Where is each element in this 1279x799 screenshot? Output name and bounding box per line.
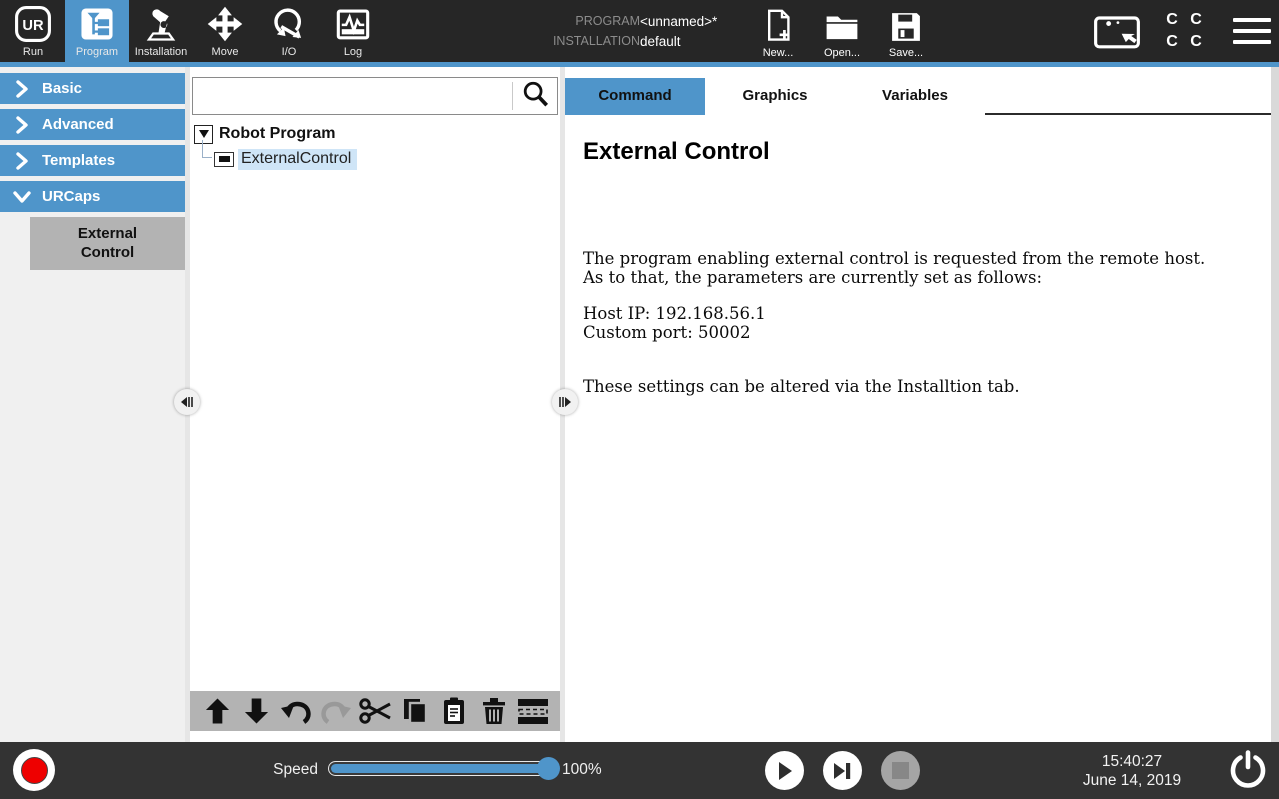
chevron-right-icon — [13, 152, 33, 170]
installation-label: INSTALLATION — [552, 34, 640, 48]
log-waveform-icon — [333, 4, 373, 44]
trash-icon — [481, 697, 507, 725]
robot-status-button[interactable] — [13, 749, 55, 791]
expand-right-panel-handle[interactable] — [552, 389, 578, 415]
redo-button[interactable] — [319, 695, 353, 727]
hamburger-menu-button[interactable] — [1233, 18, 1271, 44]
nav-label: Run — [22, 46, 44, 58]
nav-label: Log — [343, 46, 363, 58]
tab-graphics[interactable]: Graphics — [705, 78, 845, 115]
shutdown-button[interactable] — [1228, 750, 1268, 790]
arrow-up-icon — [204, 697, 231, 725]
program-node-icon — [214, 152, 234, 167]
undo-icon — [281, 697, 311, 725]
installation-name-value: default — [640, 33, 681, 49]
save-floppy-icon — [889, 6, 923, 44]
play-button[interactable] — [765, 751, 804, 790]
status-letter: C — [1190, 33, 1202, 50]
new-label: New... — [762, 47, 794, 59]
sidebar-section-label: Basic — [42, 80, 83, 97]
speed-slider[interactable] — [328, 761, 558, 776]
new-button[interactable] — [746, 6, 810, 59]
command-sidebar — [0, 67, 185, 742]
command-content-panel — [565, 67, 1271, 742]
sidebar-section-label: Advanced — [42, 116, 114, 133]
open-folder-icon — [824, 6, 860, 44]
status-letter: C — [1190, 11, 1202, 28]
status-letter: C — [1166, 11, 1178, 28]
suppress-icon — [516, 697, 550, 725]
speed-slider-thumb[interactable] — [537, 757, 560, 780]
description-line-2: As to that, the parameters are currently set as follows: — [583, 267, 1043, 287]
program-label: PROGRAM — [575, 14, 640, 28]
settings-note: These settings can be altered via the Installtion tab. — [583, 377, 1020, 396]
nav-tab-program[interactable] — [65, 0, 129, 62]
sidebar-section-advanced[interactable] — [0, 109, 185, 140]
nav-label: I/O — [281, 46, 297, 58]
step-forward-icon — [834, 763, 851, 779]
host-ip-value: Host IP: 192.168.56.1 — [583, 304, 766, 323]
ur-logo-icon — [13, 4, 53, 44]
header-right-cluster — [1091, 0, 1271, 62]
open-label: Open... — [823, 47, 861, 59]
file-info-labels — [470, 11, 640, 51]
power-icon — [1228, 750, 1268, 790]
play-icon — [777, 762, 793, 780]
clock — [1058, 752, 1206, 790]
tree-node-label: ExternalControl — [238, 149, 357, 170]
red-status-dot — [21, 757, 48, 784]
tree-node-external-control[interactable] — [202, 148, 357, 170]
time-value: 15:40:27 — [1101, 753, 1163, 770]
move-up-button[interactable] — [200, 695, 234, 727]
delete-button[interactable] — [477, 695, 511, 727]
program-edit-toolbar — [190, 691, 560, 731]
search-bar — [192, 77, 558, 115]
redo-icon — [321, 697, 351, 725]
top-header-bar — [0, 0, 1279, 62]
program-name-value: <unnamed>* — [640, 13, 718, 29]
paste-clipboard-icon — [440, 697, 468, 725]
status-letters — [1163, 9, 1205, 53]
right-edge-strip — [1271, 67, 1279, 742]
sidebar-item-external-control[interactable] — [30, 217, 185, 270]
save-button[interactable] — [874, 6, 938, 59]
program-tree-icon — [77, 4, 117, 44]
command-description — [583, 250, 1243, 397]
tree-connector-line — [202, 140, 212, 158]
chevron-down-icon — [13, 188, 33, 206]
stop-icon — [892, 762, 909, 779]
bottom-status-bar — [0, 742, 1279, 799]
undo-button[interactable] — [279, 695, 313, 727]
speed-slider-fill — [331, 764, 547, 773]
file-info-values — [640, 11, 717, 51]
suppress-button[interactable] — [516, 695, 550, 727]
program-tree — [190, 123, 357, 170]
sidebar-section-label: Templates — [42, 152, 116, 169]
nav-tab-installation[interactable] — [129, 0, 193, 62]
speed-value: 100% — [562, 761, 602, 778]
arrow-down-icon — [243, 697, 270, 725]
robot-arm-icon — [141, 4, 181, 44]
main-nav — [1, 0, 385, 62]
collapse-left-panel-handle[interactable] — [174, 389, 200, 415]
search-button[interactable] — [513, 78, 557, 114]
nav-label: Installation — [134, 46, 188, 58]
new-file-icon — [762, 6, 794, 44]
description-line-1: The program enabling external control is requested from the remote host. — [583, 249, 1206, 268]
search-input[interactable] — [193, 78, 512, 114]
nav-label: Move — [211, 46, 239, 58]
io-icon — [269, 4, 309, 44]
nav-tab-io[interactable] — [257, 0, 321, 62]
tab-variables[interactable]: Variables — [845, 78, 985, 115]
custom-port-value: Custom port: 50002 — [583, 322, 751, 342]
file-actions — [746, 6, 938, 59]
sidebar-section-basic[interactable] — [0, 73, 185, 104]
cut-button[interactable] — [358, 695, 392, 727]
step-button[interactable] — [823, 751, 862, 790]
content-tabs — [565, 78, 1271, 115]
chevron-right-icon — [13, 116, 33, 134]
svg-text:UR: UR — [22, 18, 44, 35]
external-control-label-line2: Control — [80, 244, 135, 261]
status-letter: C — [1166, 33, 1178, 50]
tree-node-label: Robot Program — [219, 125, 336, 142]
sidebar-section-urcaps[interactable] — [0, 181, 185, 212]
program-tree-panel — [190, 67, 560, 742]
speed-label: Speed — [273, 761, 318, 778]
page-title: External Control — [583, 138, 770, 165]
move-down-button[interactable] — [240, 695, 274, 727]
main-area — [0, 67, 1279, 742]
nav-tab-move[interactable] — [193, 0, 257, 62]
copy-button[interactable] — [398, 695, 432, 727]
open-button[interactable] — [810, 6, 874, 59]
nav-tab-log[interactable] — [321, 0, 385, 62]
sidebar-section-templates[interactable] — [0, 145, 185, 176]
save-label: Save... — [888, 47, 924, 59]
stop-button[interactable] — [881, 751, 920, 790]
search-icon — [521, 80, 549, 113]
nav-label: Program — [75, 46, 119, 58]
tab-command[interactable]: Command — [565, 78, 705, 115]
external-control-label-line1: External — [77, 225, 138, 242]
tree-node-robot-program[interactable] — [194, 123, 357, 145]
date-value: June 14, 2019 — [1082, 772, 1182, 789]
chevron-right-icon — [13, 80, 33, 98]
move-arrows-icon — [205, 4, 245, 44]
paste-button[interactable] — [437, 695, 471, 727]
teach-pendant-icon[interactable] — [1091, 9, 1143, 53]
sidebar-section-label: URCaps — [42, 188, 101, 205]
scissors-icon — [359, 697, 391, 725]
copy-icon — [401, 697, 429, 725]
nav-tab-run[interactable] — [1, 0, 65, 62]
